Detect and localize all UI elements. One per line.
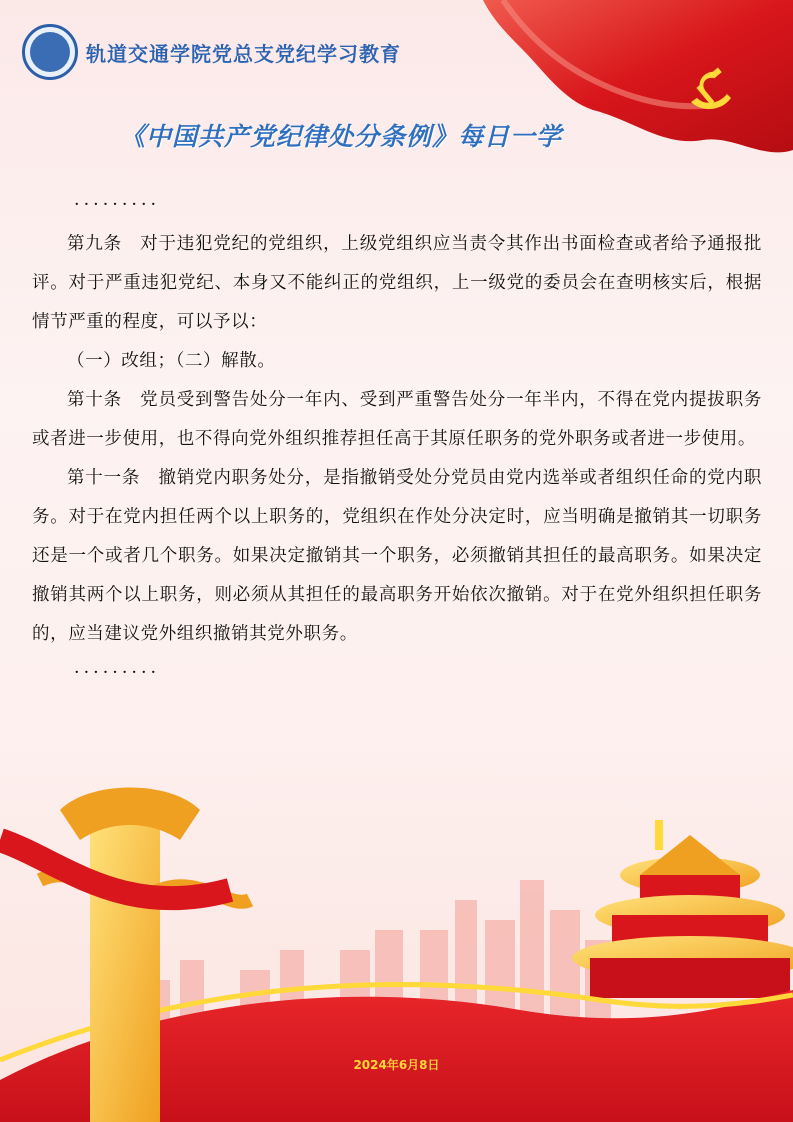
article-body — [32, 186, 762, 693]
org-title: 轨道交通学院党总支党纪学习教育 — [86, 41, 401, 66]
temple-icon — [572, 820, 793, 998]
article-9: 第九条 对于违犯党纪的党组织，上级党组织应当责令其作出书面检查或者给予通报批评。对于严重违犯党纪、本身又不能纠正的党组织，上一级党的委员会在查明核实后，根据情节严重的程度，可以予以： — [32, 234, 762, 332]
article-10: 第十条 党员受到警告处分一年内、受到严重警告处分一年半内，不得在党内提拔职务或者进一步使用，也不得向党外组织推荐担任高于其原任职务的党外职务或者进一步使用。 — [32, 390, 762, 449]
footer-date: 2024年6月8日 — [353, 1058, 440, 1072]
ellipsis-top: ········· — [74, 195, 161, 215]
ellipsis-bottom: ········· — [74, 663, 161, 683]
header — [22, 24, 401, 80]
article-11: 第十一条 撤销党内职务处分，是指撤销受处分党员由党内选举或者组织任命的党内职务。对于在党内担任两个以上职务的，党组织在作处分决定时，应当明确是撤销其一切职务还是一个或者几个职务。如果决定撤销其一个职务，必须撤销其担任的最高职务。如果决定撤销其两个以上职务，则必须从其担任的最高职务开始依次撤销。对于在党外组织担任职务的，应当建议党外组织撤销其党外职务。 — [32, 468, 762, 644]
document-title: 《中国共产党纪律处分条例》每日一学 — [120, 122, 563, 151]
article-9-items: （一）改组；（二）解散。 — [67, 351, 276, 371]
school-logo-icon — [22, 24, 78, 80]
